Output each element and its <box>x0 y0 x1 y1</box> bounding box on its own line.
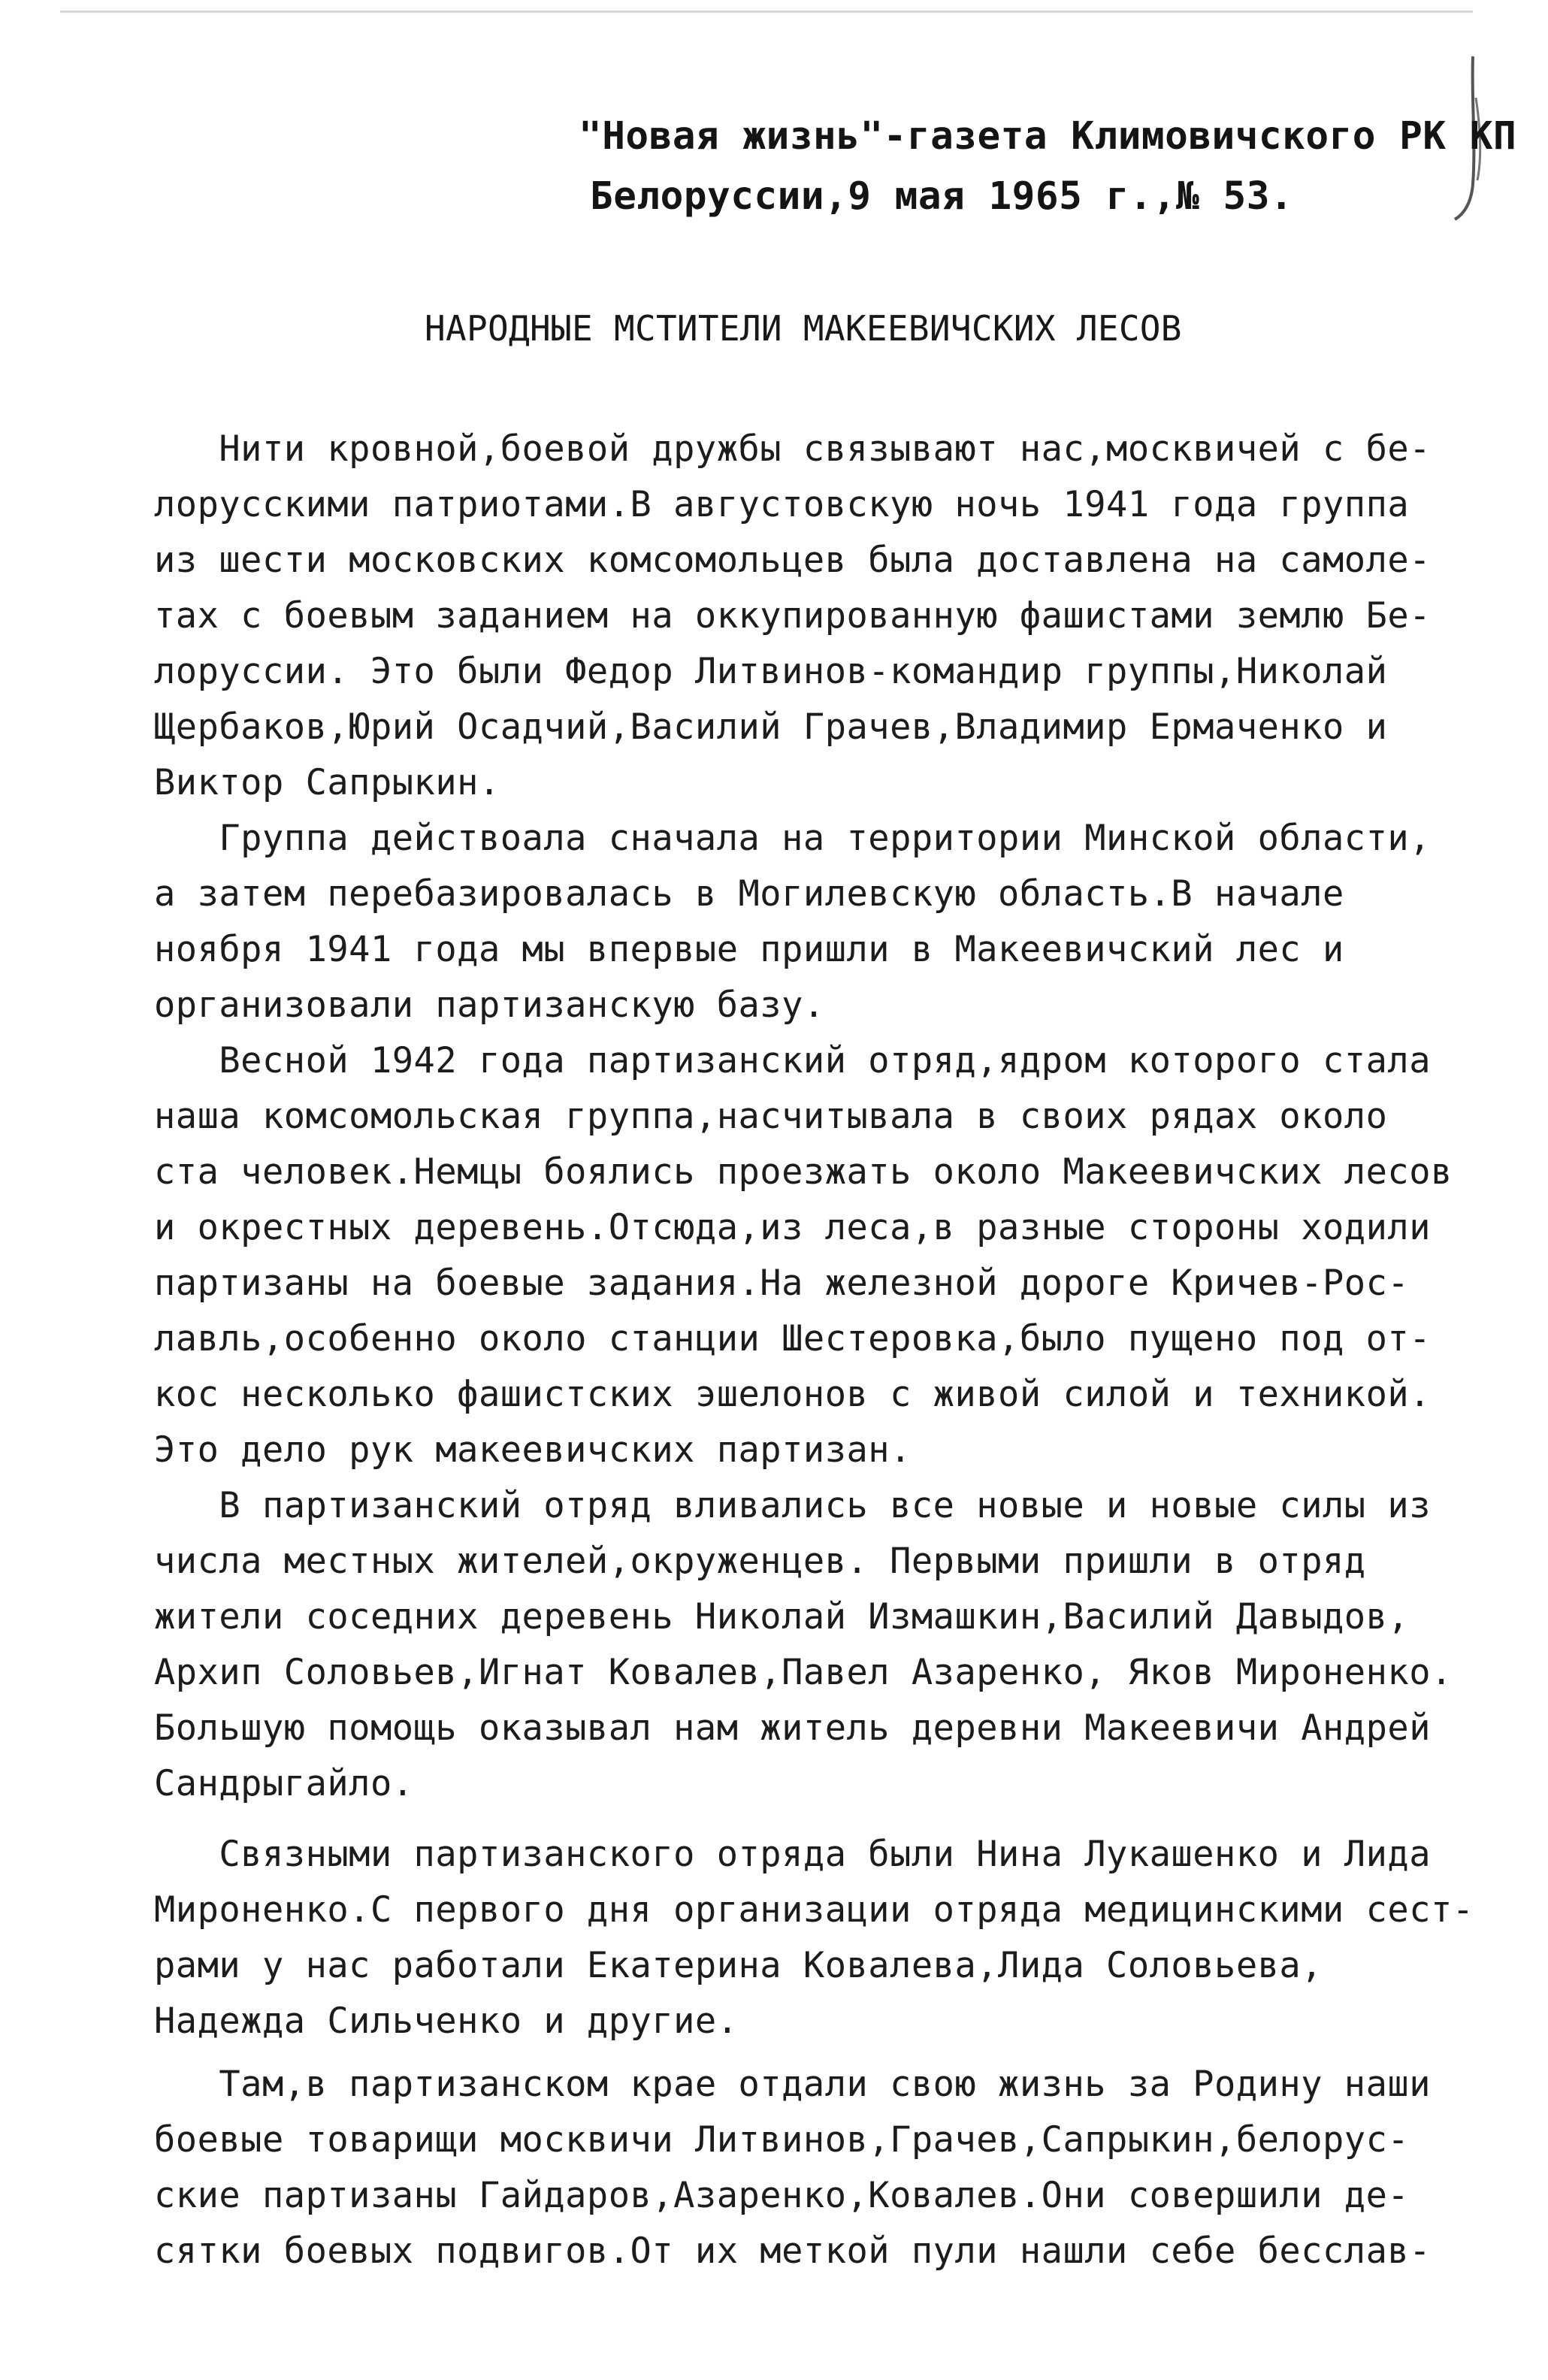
body-line: Щербаков,Юрий Осадчий,Василий Грачев,Владимир Ермаченко и <box>154 706 1388 748</box>
body-line: боевые товарищи москвичи Литвинов,Грачев,Сапрыкин,белорус- <box>154 2119 1410 2161</box>
newspaper-source-line-2: Белоруссии,9 мая 1965 г.,№ 53. <box>590 174 1294 219</box>
body-line: тах с боевым заданием на оккупированную фашистами землю Бе- <box>154 595 1431 637</box>
body-line: Сандрыгайло. <box>154 1763 414 1804</box>
body-line: лорусскими патриотами.В августовскую ночь 1941 года группа <box>154 484 1410 525</box>
body-line: рами у нас работали Екатерина Ковалева,Лида Соловьева, <box>154 1945 1323 1986</box>
body-line: а затем перебазировалась в Могилевскую область.В начале <box>154 873 1344 915</box>
body-line: Виктор Сапрыкин. <box>154 762 500 803</box>
body-line: лоруссии. Это были Федор Литвинов-командир группы,Николай <box>154 651 1388 692</box>
body-line: числа местных жителей,окруженцев. Первыми пришли в отряд <box>154 1541 1366 1582</box>
body-line: лавль,особенно около станции Шестеровка,было пущено под от- <box>154 1318 1431 1359</box>
body-line: ские партизаны Гайдаров,Азаренко,Ковалев.Они совершили де- <box>154 2175 1410 2216</box>
body-line: наша комсомольская группа,насчитывала в своих рядах около <box>154 1096 1388 1137</box>
body-line: кос несколько фашистских эшелонов с живой силой и техникой. <box>154 1374 1431 1415</box>
body-line: сятки боевых подвигов.От их меткой пули нашли себе бесслав- <box>154 2230 1431 2272</box>
body-line: Мироненко.С первого дня организации отряда медицинскими сест- <box>154 1889 1474 1931</box>
body-line: Там,в партизанском крае отдали свою жизнь за Родину наши <box>154 2064 1431 2105</box>
body-line: жители соседних деревень Николай Измашкин,Василий Давыдов, <box>154 1596 1410 1638</box>
body-line: ноября 1941 года мы впервые пришли в Макеевичский лес и <box>154 929 1344 970</box>
body-line: В партизанский отряд вливались все новые и новые силы из <box>154 1485 1431 1526</box>
body-line: ста человек.Немцы боялись проезжать около Макеевичских лесов <box>154 1151 1453 1193</box>
body-line: Архип Соловьев,Игнат Ковалев,Павел Азаренко, Яков Мироненко. <box>154 1652 1453 1693</box>
body-line: из шести московских комсомольцев была доставлена на самоле- <box>154 540 1431 581</box>
body-line: и окрестных деревень.Отсюда,из леса,в разные стороны ходили <box>154 1207 1431 1248</box>
body-line: Надежда Сильченко и другие. <box>154 2000 739 2042</box>
body-line: Связными партизанского отряда были Нина Лукашенко и Лида <box>154 1834 1431 1875</box>
body-line: Нити кровной,боевой дружбы связывают нас,москвичей с бе- <box>154 428 1431 470</box>
body-line: Это дело рук макеевичских партизан. <box>154 1429 912 1471</box>
body-line: Большую помощь оказывал нам житель деревни Макеевичи Андрей <box>154 1707 1431 1749</box>
body-line: Весной 1942 года партизанский отряд,ядром которого стала <box>154 1040 1431 1081</box>
page-top-edge <box>60 11 1473 13</box>
body-line: организовали партизанскую базу. <box>154 984 825 1026</box>
article-title: НАРОДНЫЕ МСТИТЕЛИ МАКЕЕВИЧСКИХ ЛЕСОВ <box>425 308 1182 349</box>
newspaper-source-line-1: "Новая жизнь"-газета Климовичского РК КП <box>579 114 1517 159</box>
body-line: партизаны на боевые задания.На железной дороге Кричев-Рос- <box>154 1263 1410 1304</box>
body-line: Группа действоала сначала на территории Минской области, <box>154 818 1431 859</box>
